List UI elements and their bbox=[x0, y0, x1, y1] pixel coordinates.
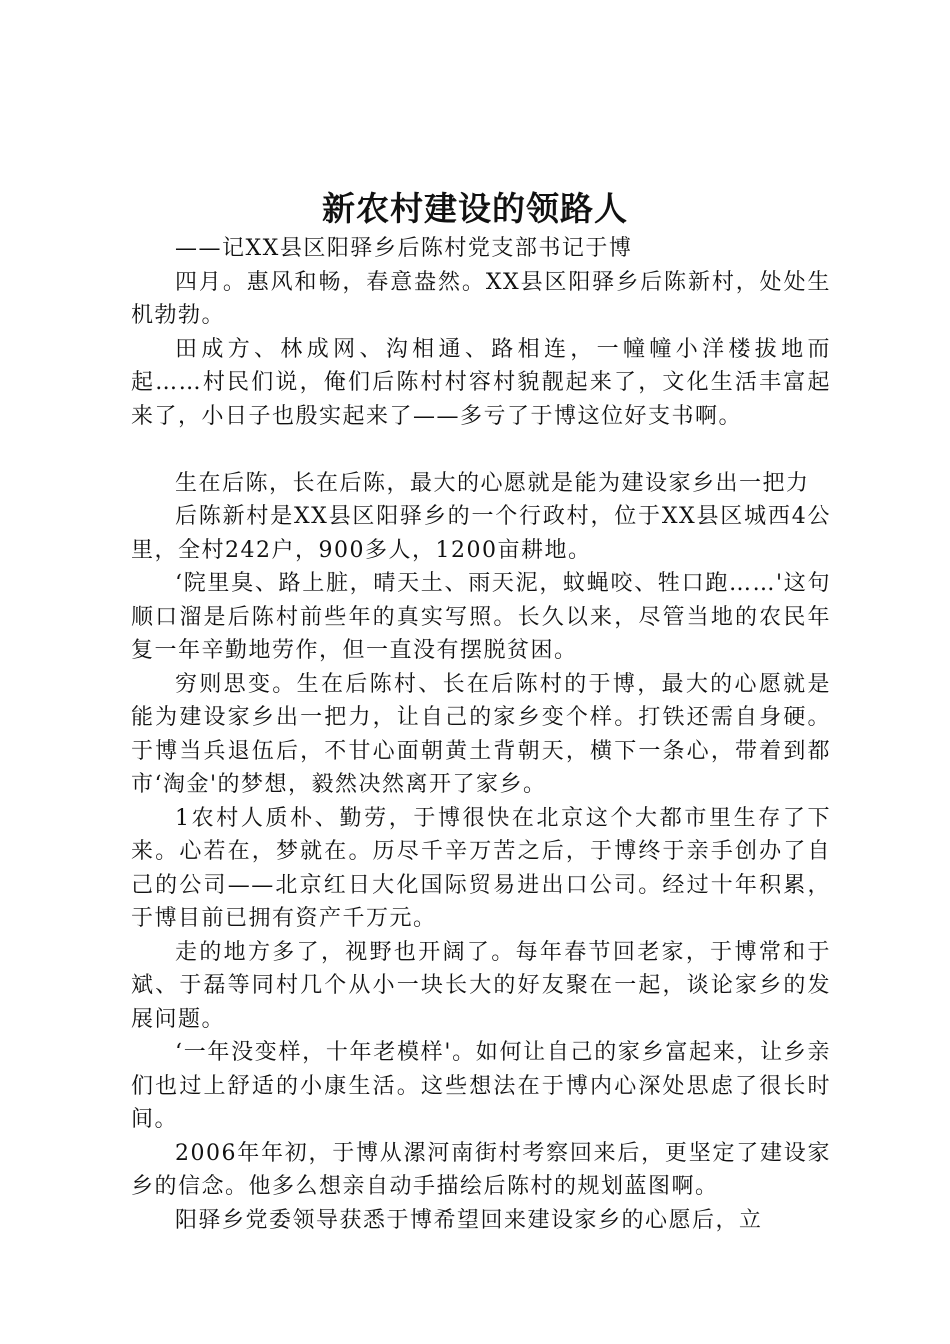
paragraph: 穷则思变。生在后陈村、长在后陈村的于博，最大的心愿就是能为建设家乡出一把力，让自己的家乡变个样。打铁还需自身硬。于博当兵退伍后，不甘心面朝黄土背朝天，横下一条心，带着到都市‘淘金'的梦想，毅然决然离开了家乡。 bbox=[131, 671, 831, 797]
paragraph: 1农村人质朴、勤劳，于博很快在北京这个大都市里生存了下来。心若在，梦就在。历尽千辛万苦之后，于博终于亲手创办了自己的公司——北京红日大化国际贸易进出口公司。经过十年积累，于博目前已拥有资产千万元。 bbox=[131, 805, 831, 931]
paragraph: 田成方、林成网、沟相通、路相连，一幢幢小洋楼拔地而起……村民们说，俺们后陈村村容村貌靓起来了，文化生活丰富起来了，小日子也殷实起来了——多亏了于博这位好支书啊。 bbox=[131, 336, 831, 429]
paragraph: ‘一年没变样，十年老模样'。如何让自己的家乡富起来，让乡亲们也过上舒适的小康生活。这些想法在于博内心深处思虑了很长时间。 bbox=[131, 1040, 831, 1132]
paragraph: 走的地方多了，视野也开阔了。每年春节回老家，于博常和于斌、于磊等同村几个从小一块长大的好友聚在一起，谈论家乡的发展问题。 bbox=[131, 939, 831, 1032]
document-subtitle: ——记XX县区阳驿乡后陈村党支部书记于博 bbox=[175, 236, 633, 261]
paragraph: 2006年年初，于博从漯河南街村考察回来后，更坚定了建设家乡的信念。他多么想亲自动手描绘后陈村的规划蓝图啊。 bbox=[131, 1140, 831, 1199]
document-body bbox=[131, 232, 831, 1237]
paragraph: ‘院里臭、路上脏，晴天土、雨天泥，蚊蝇咬、牲口跑……'这句顺口溜是后陈村前些年的真实写照。长久以来，尽管当地的农民年复一年辛勤地劳作，但一直没有摆脱贫困。 bbox=[131, 571, 831, 663]
document-title: 新农村建设的领路人 bbox=[322, 189, 628, 228]
paragraph: 阳驿乡党委领导获悉于博希望回来建设家乡的心愿后，立 bbox=[175, 1207, 763, 1233]
paragraph: 后陈新村是XX县区阳驿乡的一个行政村，位于XX县区城西4公里，全村242户，900多人，1200亩耕地。 bbox=[131, 504, 831, 563]
paragraph: 四月。惠风和畅，春意盎然。XX县区阳驿乡后陈新村，处处生机勃勃。 bbox=[131, 269, 831, 328]
section-heading: 生在后陈，长在后陈，最大的心愿就是能为建设家乡出一把力 bbox=[175, 470, 810, 496]
paragraph-spacer bbox=[131, 433, 831, 467]
